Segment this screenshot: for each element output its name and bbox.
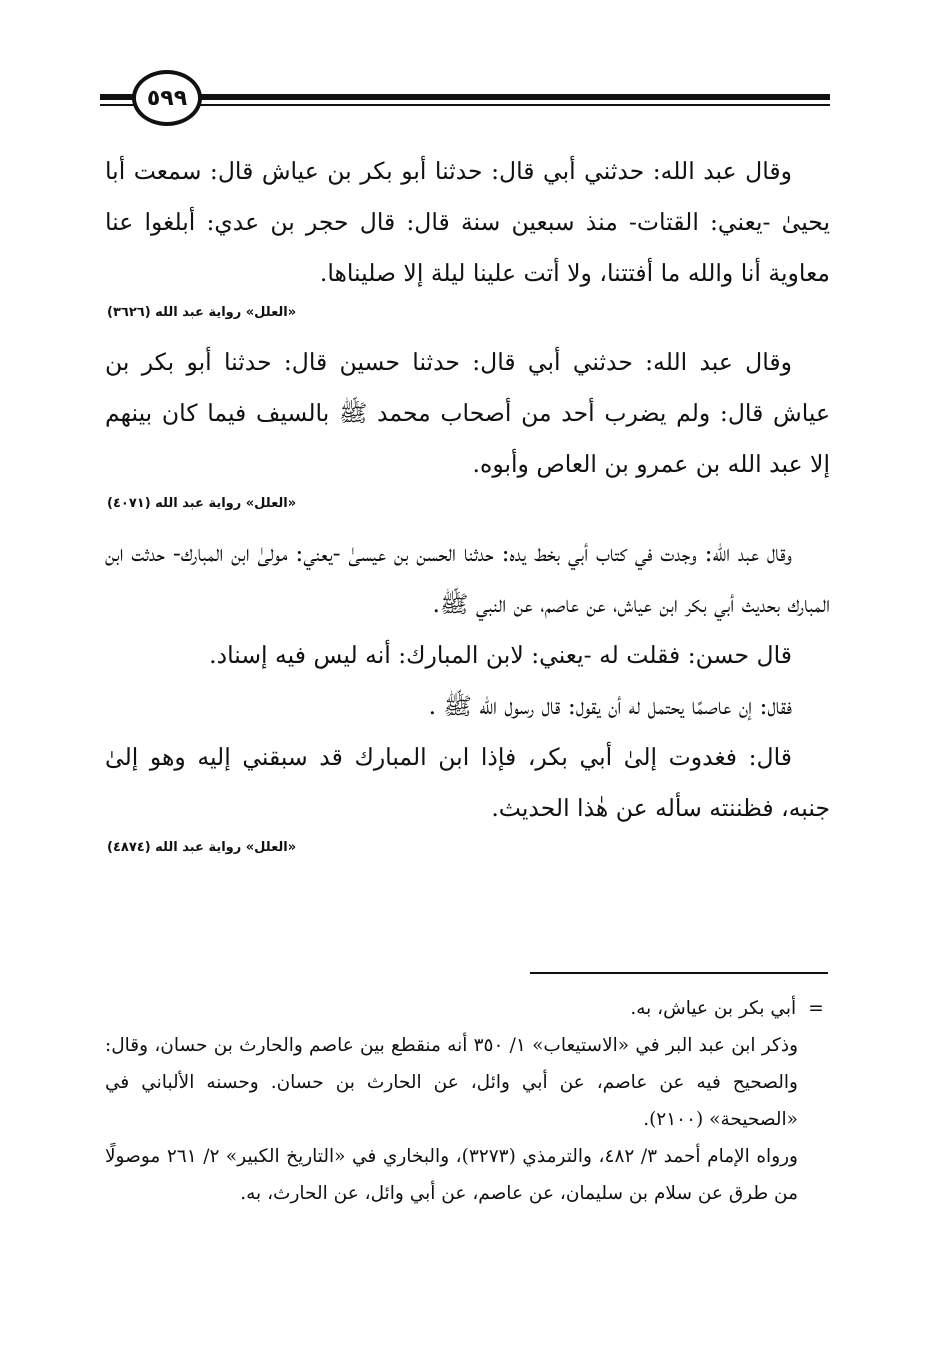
page-number-badge <box>132 70 202 126</box>
paragraph: وقال عبد الله: حدثني أبي قال: حدثنا أبو بكر بن عياش قال: سمعت أبا يحيىٰ -يعني: القتات- منذ سبعين سنة قال: قال حجر بن عدي: أبلغوا عنا معاوية أنا والله ما أفتتنا، ولا أتت علينا ليلة إلا صليناها. <box>105 157 830 287</box>
footnote-continuation-mark: = <box>808 998 824 1019</box>
source-citation: «العلل» رواية عبد الله (٤٠٧١) <box>107 496 297 511</box>
paragraph: قال: فغدوت إلىٰ أبي بكر، فإذا ابن المبارك قد سبقني إليه وهو إلىٰ جنبه، فظننته سأله عن هٰذا الحديث. <box>105 743 830 822</box>
footnotes <box>105 990 830 1212</box>
footnote-paragraph: وذكر ابن عبد البر في «الاستيعاب» ١/ ٣٥٠ أنه منقطع بين عاصم والحارث بن حسان، وقال: والصحيح فيه عن عاصم، عن أبي وائل، عن الحارث بن حسان. وحسنه الألباني في «الصحيحة» (٢١٠٠). <box>105 1035 798 1130</box>
main-text <box>105 146 830 872</box>
footnote-line <box>105 990 830 1027</box>
paragraph: قال حسن: فقلت له -يعني: لابن المبارك: أنه ليس فيه إسناد. <box>209 641 792 669</box>
header-rule-thin <box>100 104 830 106</box>
source-citation: «العلل» رواية عبد الله (٤٨٧٤) <box>107 840 297 855</box>
paragraph: وقال عبد الله: حدثني أبي قال: حدثنا حسين قال: حدثنا أبو بكر بن عياش قال: ولم يضرب أحد من أصحاب محمد ﷺ بالسيف فيما كان بينهم إلا عبد الله بن عمرو بن العاص وأبوه. <box>105 348 830 478</box>
page-number: ٥٩٩ <box>146 85 188 111</box>
paragraph: وقال عبد الله: وجدت في كتاب أبي بخط يده: حدثنا الحسن بن عيسىٰ -يعني: مولىٰ ابن المبارك- حدثت ابن المبارك بحديث أبي بكر ابن عياش، عن عاصم، عن النبي ﷺ. <box>105 539 830 618</box>
footnote-paragraph: ورواه الإمام أحمد ٣/ ٤٨٢، والترمذي (٣٢٧٣)، والبخاري في «التاريخ الكبير» ٢/ ٢٦١ موصولًا من طرق عن سلام بن سليمان، عن عاصم، عن أبي وائل، عن الحارث، به. <box>105 1146 798 1204</box>
footnote-text: أبي بكر بن عياش، به. <box>630 998 797 1019</box>
footnote-separator <box>530 972 828 974</box>
paragraph: فقال: إن عاصمًا يحتمل له أن يقول: قال رسول الله ﷺ . <box>428 692 792 720</box>
page-header <box>100 70 830 130</box>
header-rule-thick <box>100 94 830 100</box>
source-citation: «العلل» رواية عبد الله (٣٦٢٦) <box>107 305 297 320</box>
